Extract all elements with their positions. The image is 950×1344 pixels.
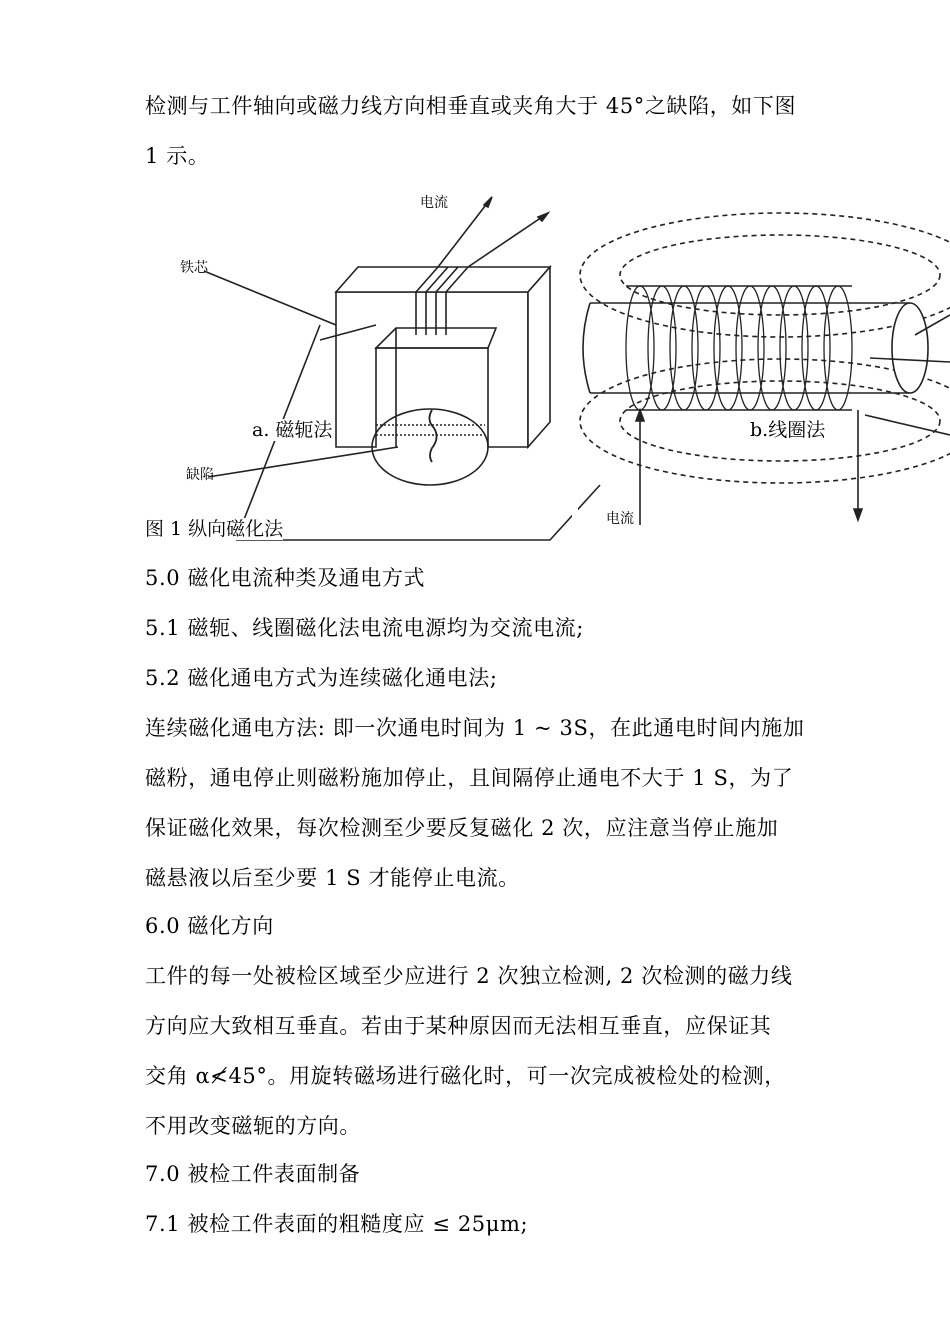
body-line-1: 5.0 磁化电流种类及通电方式	[145, 566, 426, 590]
caption-b: b.线圈法	[750, 419, 826, 441]
body-line-10: 方向应大致相互垂直。若由于某种原因而无法相互垂直，应保证其	[145, 1014, 772, 1038]
paragraph-line-1: 检测与工件轴向或磁力线方向相垂直或夹角大于 45°之缺陷，如下图	[145, 94, 797, 118]
paragraph-line-2: 1 示。	[145, 144, 210, 168]
caption-a: a. 磁轭法	[252, 419, 333, 441]
body-line-3: 5.2 磁化通电方式为连续磁化通电法;	[145, 666, 498, 690]
label-core: 铁芯	[180, 260, 208, 276]
yoke-side-face	[528, 267, 550, 447]
body-line-12: 不用改变磁轭的方向。	[145, 1114, 361, 1138]
body-line-11: 交角 α≮45°。用旋转磁场进行磁化时，可一次完成被检处的检测，	[145, 1064, 786, 1088]
body-line-7: 磁悬液以后至少要 1 S 才能停止电流。	[145, 866, 520, 890]
label-current-bottom: 电流	[606, 511, 634, 527]
label-defect: 缺陷	[186, 467, 214, 483]
body-line-14: 7.1 被检工件表面的粗糙度应 ≤ 25μm;	[145, 1212, 529, 1236]
figure-1	[140, 185, 950, 545]
body-line-5: 磁粉，通电停止则磁粉施加停止，且间隔停止通电不大于 1 S，为了	[145, 766, 794, 790]
body-line-4: 连续磁化通电方法: 即一次通电时间为 1 ~ 3S，在此通电时间内施加	[145, 716, 805, 740]
body-line-13: 7.0 被检工件表面制备	[145, 1162, 361, 1186]
body-line-6: 保证磁化效果，每次检测至少要反复磁化 2 次，应注意当停止施加	[145, 816, 779, 840]
yoke-top-face	[336, 267, 550, 292]
body-line-8: 6.0 磁化方向	[145, 914, 274, 938]
yoke-front-face	[336, 292, 528, 447]
label-current-top: 电流	[420, 195, 448, 211]
figure-caption: 图 1 纵向磁化法	[145, 518, 284, 540]
body-line-9: 工件的每一处被检区域至少应进行 2 次独立检测, 2 次检测的磁力线	[145, 964, 793, 988]
body-line-2: 5.1 磁轭、线圈磁化法电流电源均为交流电流;	[145, 616, 584, 640]
figure-drawing	[140, 185, 950, 545]
